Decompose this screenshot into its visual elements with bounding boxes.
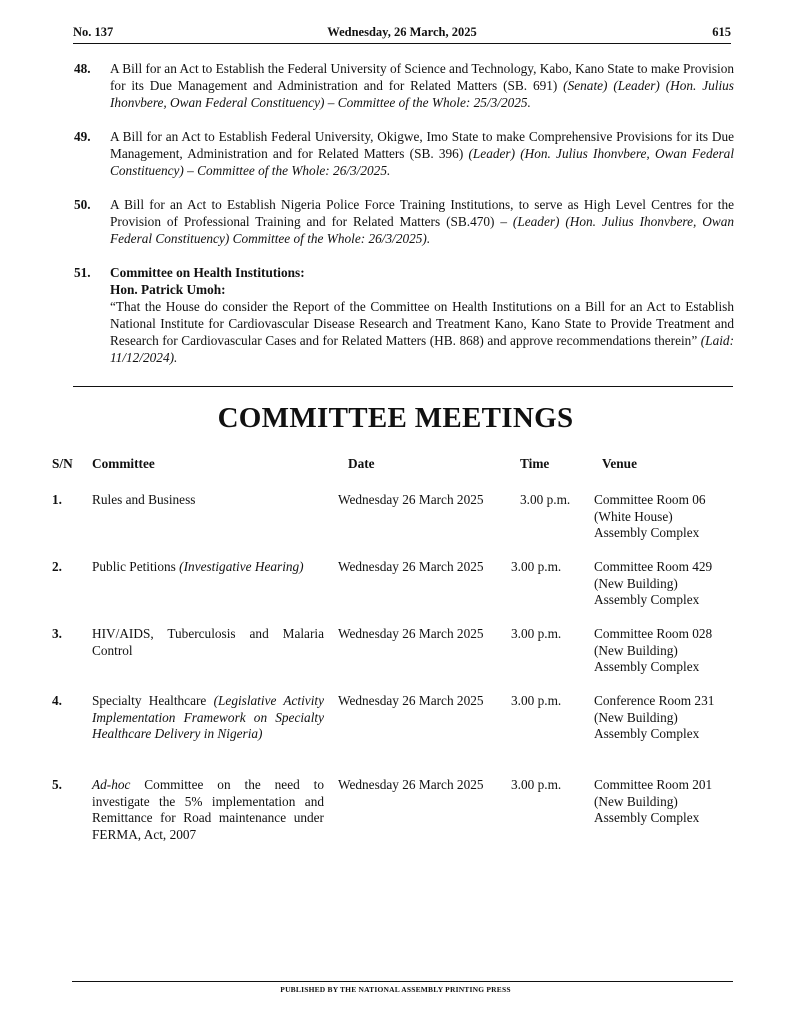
table-row: 1. Rules and Business Wednesday 26 March 2025 3.00 p.m. Committee Room 06 (White House) Assembly Complex bbox=[52, 492, 706, 541]
section-divider bbox=[73, 386, 733, 387]
header-committee: Committee bbox=[92, 456, 155, 471]
issue-date: Wednesday, 26 March, 2025 bbox=[327, 25, 477, 39]
publisher-footer: PUBLISHED BY THE NATIONAL ASSEMBLY PRINTING PRESS bbox=[280, 985, 511, 994]
header-time: Time bbox=[520, 456, 550, 471]
header-venue: Venue bbox=[602, 456, 637, 471]
committee-heading: Committee on Health Institutions: bbox=[110, 265, 305, 280]
header-date: Date bbox=[348, 456, 375, 471]
issue-number: No. 137 bbox=[73, 25, 114, 39]
committee-meetings-title: COMMITTEE MEETINGS bbox=[217, 402, 574, 434]
item-text: A Bill for an Act to Establish Federal University, Okigwe, Imo State to make Comprehensive Provisions for its Due Management, Administration and for Related Matters (SB. 396) (Leader) (Hon. Julius Ihonvbere, Owan Federal Constituency) – Committee of the Whole: 26/3/2025. bbox=[110, 129, 735, 178]
item-text: Committee on Health Institutions: Hon. Patrick Umoh: “That the House do consider the Report of the Committee on Health Institutions on a Bill for an Act to Establish National Institute for Cardiovascular Disease Research and Treatment Kano, Kano State to Provide Treatment and Research for Cardiovascular Cases and for Related Matters (HB. 868) and approve recommendations therein” (Laid: 11/12/2024). bbox=[110, 265, 734, 365]
item-text: A Bill for an Act to Establish the Federal University of Science and Technology, Kabo, Kano State to make Provision for its Due Management and Administration and for Related Matters (SB. 691) (Senate) (Leader) (Hon. Julius Ihonvbere, Owan Federal Constituency) – Committee of the Whole: 25/3/2025. bbox=[110, 61, 734, 110]
footer-divider bbox=[72, 981, 733, 982]
mover-name: Hon. Patrick Umoh: bbox=[110, 282, 226, 297]
order-item bbox=[74, 264, 734, 366]
item-text: A Bill for an Act to Establish Nigeria Police Force Training Institutions, to serve as High Level Centres for the Provision of Professional Training and for Related Matters (SB.470) – (Leader) (Hon. Julius Ihonvbere, Owan Federal Constituency) Committee of the Whole: 26/3/2025). bbox=[110, 197, 734, 246]
table-row: 5. Ad-hoc Committee on the need to investigate the 5% implementation and Remittance for Road maintenance under FERMA, Act, 2007 Wednesday 26 March 2025 3.00 p.m. Committee Room 201 (New Building) Assembly Complex bbox=[52, 777, 713, 842]
table-header bbox=[52, 456, 742, 492]
page-header bbox=[73, 25, 731, 44]
order-item bbox=[74, 196, 734, 247]
order-item bbox=[74, 128, 734, 179]
item-number: 51. bbox=[74, 265, 91, 280]
header-sn: S/N bbox=[52, 456, 73, 471]
item-number: 48. bbox=[74, 61, 91, 76]
table-row: 3. HIV/AIDS, Tuberculosis and Malaria Control Wednesday 26 March 2025 3.00 p.m. Committee Room 028 (New Building) Assembly Complex bbox=[52, 626, 713, 675]
item-number: 50. bbox=[74, 197, 91, 212]
table-row: 2. Public Petitions (Investigative Hearing) Wednesday 26 March 2025 3.00 p.m. Committee Room 429 (New Building) Assembly Complex bbox=[52, 559, 713, 608]
table-row: 4. Specialty Healthcare (Legislative Activity Implementation Framework on Specialty Healthcare Delivery in Nigeria) Wednesday 26 March 2025 3.00 p.m. Conference Room 231 (New Building) Assembly Complex bbox=[52, 693, 715, 742]
order-item bbox=[74, 60, 734, 111]
item-number: 49. bbox=[74, 129, 91, 144]
page-number: 615 bbox=[712, 25, 731, 39]
order-items bbox=[74, 60, 734, 383]
meetings-table bbox=[52, 456, 742, 857]
